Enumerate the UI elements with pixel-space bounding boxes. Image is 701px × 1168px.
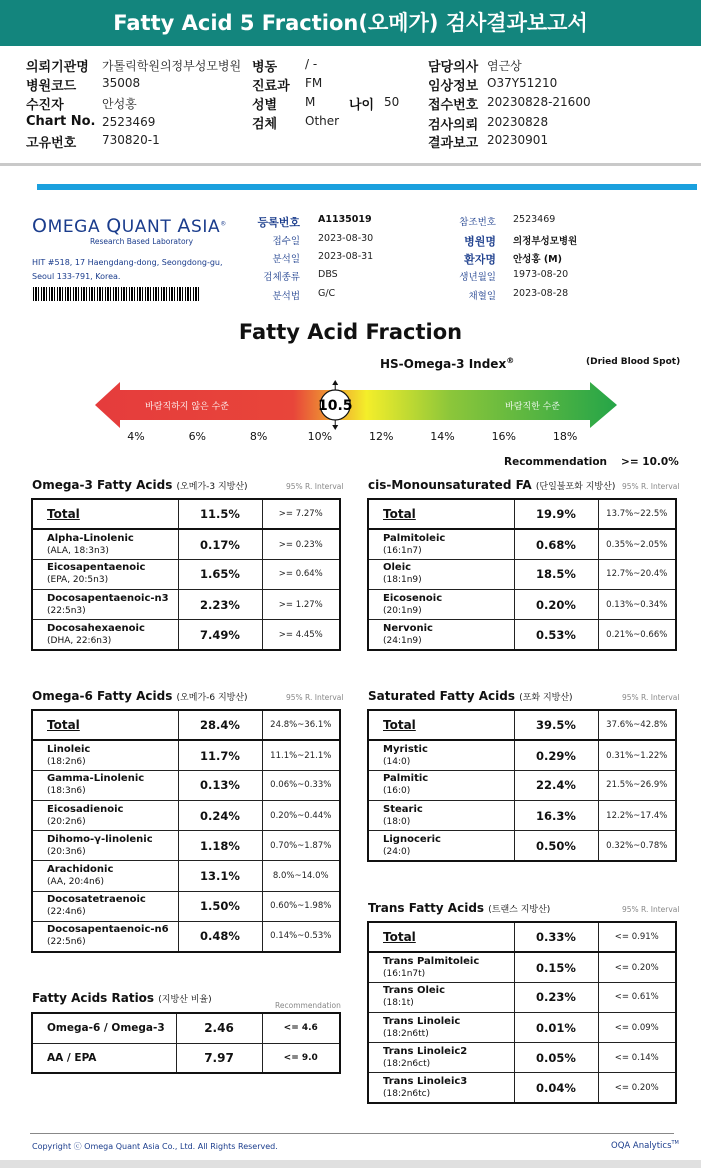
recommendation: Recommendation >= 10.0% [504,456,679,468]
table-row [368,710,676,740]
fatty-acid-notation: (ALA, 18:3n3) [47,545,109,556]
result-value: 0.20% [514,590,598,620]
fatty-acid-label: Total [47,506,80,521]
reference-range: 0.35%~2.05% [598,529,676,559]
reference-range: 11.1%~21.1% [262,740,340,770]
result-value: 0.17% [178,529,262,559]
table-row [368,982,676,1012]
fatty-acid-notation: (22:5n3) [47,605,86,616]
result-value: 0.48% [178,921,262,951]
fatty-acid-notation: (AA, 20:4n6) [47,877,104,888]
table-row [368,1043,676,1073]
reference-range: 0.13%~0.34% [598,590,676,620]
info-label: 채혈일 [468,291,496,302]
fatty-acid-label: Total [383,506,416,521]
barcode [33,287,201,301]
table-row [368,620,676,650]
report-title: Fatty Acid 5 Fraction(오메가) 검사결과보고서 [0,0,701,46]
table-row [32,891,340,921]
fatty-acid-label: Stearic [383,803,423,815]
result-value: 18.5% [514,559,598,589]
fatty-acid-notation: (22:5n6) [47,937,86,948]
result-value: 0.29% [514,740,598,770]
header-label: 고유번호 [26,136,77,151]
reference-range: >= 7.27% [262,499,340,529]
table-row [368,529,676,559]
footer-brand: OQA Analytics™ [611,1140,679,1151]
interval-label: 95% R. Interval [622,482,680,491]
table-row [368,499,676,529]
reference-range: 0.60%~1.98% [262,891,340,921]
fatty-acid-name [32,559,178,589]
omega6-title-sub: (오메가-6 지방산) [176,693,248,703]
info-label: 분석법 [272,291,300,302]
header-value: 20230828-21600 [487,95,591,109]
omega3-title-sub: (오메가-3 지방산) [176,482,248,492]
table-row [368,1073,676,1103]
trans-table [367,921,677,1104]
reference-range: 0.21%~0.66% [598,620,676,650]
info-value: 1973-08-20 [513,269,569,280]
fatty-acid-name [368,559,514,589]
reference-range: >= 1.27% [262,590,340,620]
fatty-acid-label: Myristic [383,743,428,755]
fatty-acid-notation: (14:0) [383,756,411,767]
reference-range: 0.31%~1.22% [598,740,676,770]
fatty-acid-label: Oleic [383,562,412,574]
result-value: 1.50% [178,891,262,921]
table-row [32,1013,340,1043]
omega3-table [31,498,341,651]
fatty-acid-name [368,740,514,770]
header-label: Chart No. [26,114,96,129]
score-marker [318,380,353,430]
header-label: 임상정보 [428,79,479,94]
result-value: 0.05% [514,1043,598,1073]
table-row [32,801,340,831]
info-label: 참조번호 [459,217,496,228]
header-value: M [305,95,316,109]
fatty-acid-name [368,982,514,1012]
fatty-acid-notation: (18:0) [383,816,411,827]
header-label: 나이 [349,98,375,113]
fatty-acid-label: Trans Oleic [383,985,446,997]
fatty-acid-name [32,921,178,951]
sample-type: (Dried Blood Spot) [586,357,681,367]
table-row [32,529,340,559]
fatty-acid-label: Eicosadienoic [47,803,124,815]
result-value: 2.23% [178,590,262,620]
header-value: 안성홍 [102,97,137,111]
header-label: 수진자 [26,98,64,113]
trans-title-sub: (트랜스 지방산) [488,905,551,915]
scale-tick-label: 18% [552,430,578,443]
header-value: 20230828 [487,115,549,129]
fatty-acid-notation: (18:3n6) [47,786,86,797]
table-row [32,770,340,800]
fatty-acid-label: Nervonic [383,622,433,634]
reference-range: 12.2%~17.4% [598,801,676,831]
header-value: 20230901 [487,133,549,147]
lab-report [0,200,701,1168]
ratio-recommendation: <= 9.0 [262,1043,340,1073]
scale-tick-label: 4% [127,430,145,443]
result-value: 0.50% [514,831,598,861]
fatty-acid-notation: (EPA, 20:5n3) [47,575,109,586]
fatty-acid-notation: (20:3n6) [47,846,86,857]
fatty-acid-name [32,620,178,650]
info-label: 검체종류 [263,272,300,283]
trans-title [368,901,550,915]
fatty-acid-name [368,801,514,831]
table-row [368,740,676,770]
table-row [32,921,340,951]
fatty-acid-notation: (18:2n6) [47,756,86,767]
fatty-acid-label: Total [47,717,80,732]
reference-range: 0.32%~0.78% [598,831,676,861]
fatty-acid-name [368,499,514,529]
info-value: A1135019 [318,214,372,225]
header-value: 50 [384,95,400,109]
fatty-acid-name [32,499,178,529]
omega3-title [32,478,248,492]
ratio-name: Omega-6 / Omega-3 [32,1013,176,1043]
result-value: 22.4% [514,770,598,800]
table-row [32,1043,340,1073]
request-header [0,52,701,156]
reference-range: 21.5%~26.9% [598,770,676,800]
header-value: FM [305,76,323,90]
scale-tick-label: 16% [491,430,517,443]
fatty-acid-label: Arachidonic [47,864,114,876]
header-value: Other [305,114,340,128]
fatty-acid-name [368,620,514,650]
table-row [368,801,676,831]
table-row [32,861,340,891]
score-value: 10.5 [317,398,353,414]
table-row [368,559,676,589]
lab-logo-subtitle: Research Based Laboratory [90,237,194,246]
fatty-acid-label: Docosapentaenoic-n6 [47,924,169,936]
saturated-title-text: Saturated Fatty Acids [368,689,515,703]
fatty-acid-name [32,861,178,891]
header-label: 의뢰기관명 [26,60,89,75]
fatty-acid-label: Palmitoleic [383,532,446,544]
header-value: 염근상 [487,59,522,73]
section-title: Fatty Acid Fraction [238,320,463,344]
fatty-acid-name [368,1073,514,1103]
scale-tick-label: 8% [249,430,268,443]
info-value: G/C [318,288,336,299]
info-value: 2023-08-28 [513,288,569,299]
fatty-acid-label: Eicosapentaenoic [47,562,146,574]
reference-range: 13.7%~22.5% [598,499,676,529]
ratios-title-sub: (지방산 비율) [158,995,212,1005]
fatty-acid-name [368,1043,514,1073]
fatty-acid-label: Trans Linoleic3 [383,1075,468,1087]
info-value: 2523469 [513,214,556,225]
fatty-acid-notation: (16:0) [383,786,411,797]
omega6-table [31,709,341,953]
table-row [368,590,676,620]
info-label: 접수일 [272,236,300,247]
fatty-acid-label: Docosapentaenoic-n3 [47,592,169,604]
fatty-acid-name [368,1013,514,1043]
ratio-name: AA / EPA [32,1043,176,1073]
header-value: 2523469 [102,115,156,129]
header-label: 검사의뢰 [428,118,479,133]
fatty-acid-label: Eicosenoic [383,592,443,604]
reference-range: 24.8%~36.1% [262,710,340,740]
reference-range: <= 0.09% [598,1013,676,1043]
recommendation-header: Recommendation [275,1001,341,1010]
header-label: 진료과 [252,79,290,94]
fatty-acid-label: Total [383,929,416,944]
omega6-title-text: Omega-6 Fatty Acids [32,689,173,703]
mono-title-text: cis-Monounsaturated FA [368,478,532,492]
result-value: 0.24% [178,801,262,831]
fatty-acid-label: Trans Linoleic [383,1015,461,1027]
mono-title [368,478,615,492]
fatty-acid-name [32,770,178,800]
lab-logo: OMEGA QUANT ASIA® [32,215,227,237]
reference-range: 0.06%~0.33% [262,770,340,800]
fatty-acid-notation: (18:1n9) [383,575,422,586]
reference-range: >= 4.45% [262,620,340,650]
fatty-acid-label: Docosatetraenoic [47,894,146,906]
fatty-acid-name [32,801,178,831]
info-label: 환자명 [464,253,496,266]
header-value: / - [305,57,318,71]
reference-range: 37.6%~42.8% [598,710,676,740]
info-label: 분석일 [272,254,300,265]
reference-range: <= 0.91% [598,922,676,952]
ratios-title [32,991,212,1005]
fatty-acid-name [32,710,178,740]
fatty-acid-label: Lignoceric [383,833,441,845]
reference-range: <= 0.14% [598,1043,676,1073]
info-value: 2023-08-30 [318,233,374,244]
fatty-acid-name [32,740,178,770]
fatty-acid-notation: (18:2n6ct) [383,1058,431,1069]
fatty-acid-notation: (16:1n7) [383,545,422,556]
fatty-acid-name [32,891,178,921]
result-value: 0.23% [514,982,598,1012]
reference-range: 12.7%~20.4% [598,559,676,589]
ratio-recommendation: <= 4.6 [262,1013,340,1043]
table-row [32,831,340,861]
result-value: 7.49% [178,620,262,650]
info-value: 2023-08-31 [318,251,374,262]
fatty-acid-notation: (DHA, 22:6n3) [47,635,112,646]
fatty-acid-label: Palmitic [383,773,429,785]
reference-range: 0.14%~0.53% [262,921,340,951]
saturated-title-sub: (포화 지방산) [519,693,573,703]
fatty-acid-notation: (18:2n6tt) [383,1028,429,1039]
header-label: 검체 [252,117,278,132]
interval-label: 95% R. Interval [622,693,680,702]
info-label: 등록번호 [257,216,300,229]
result-value: 0.13% [178,770,262,800]
info-value: DBS [318,269,338,280]
result-value: 1.65% [178,559,262,589]
result-value: 0.04% [514,1073,598,1103]
result-value: 0.15% [514,952,598,982]
header-label: 담당의사 [428,60,479,75]
fatty-acid-notation: (20:2n6) [47,816,86,827]
fatty-acid-notation: (22:4n6) [47,907,86,918]
header-label: 병원코드 [26,79,77,94]
fatty-acid-name [368,710,514,740]
table-row [368,831,676,861]
fatty-acid-name [368,831,514,861]
fatty-acid-label: Trans Palmitoleic [383,955,480,967]
result-value: 0.68% [514,529,598,559]
result-value: 0.53% [514,620,598,650]
bottom-band [0,1160,701,1168]
table-row [368,1013,676,1043]
info-label: 생년월일 [459,272,496,283]
table-row [32,590,340,620]
result-value: 11.7% [178,740,262,770]
table-row [32,499,340,529]
ratios-table [31,1012,341,1074]
fatty-acid-label: Docosahexaenoic [47,622,145,634]
scale-bad-label: 바람직하지 않은 수준 [145,402,229,412]
interval-label: 95% R. Interval [286,693,344,702]
saturated-title [368,689,573,703]
scale-tick-label: 6% [188,430,207,443]
scale-tick-label: 12% [368,430,394,443]
header-label: 접수번호 [428,98,479,113]
fatty-acid-label: Trans Linoleic2 [383,1045,468,1057]
table-row [32,740,340,770]
reference-range: >= 0.64% [262,559,340,589]
header-label: 결과보고 [428,136,479,151]
fatty-acid-label: Dihomo-γ-linolenic [47,833,153,845]
reference-range: <= 0.61% [598,982,676,1012]
fatty-acid-notation: (24:1n9) [383,635,422,646]
table-row [32,620,340,650]
fatty-acid-name [368,922,514,952]
table-row [368,922,676,952]
ratios-title-text: Fatty Acids Ratios [32,991,155,1005]
omega3-index-scale [90,380,620,430]
index-title: HS-Omega-3 Index® [380,356,515,371]
table-row [368,770,676,800]
fatty-acid-notation: (20:1n9) [383,605,422,616]
header-label: 성별 [252,98,278,113]
ratio-value: 7.97 [176,1043,262,1073]
fatty-acid-notation: (18:1t) [383,998,414,1009]
reference-range: >= 0.23% [262,529,340,559]
lab-address: HIT #518, 17 Haengdang-dong, Seongdong-gu, Seoul 133-791, Korea. [32,258,223,281]
result-value: 0.01% [514,1013,598,1043]
fatty-acid-label: Gamma-Linolenic [47,773,145,785]
footer-rule [30,1133,674,1134]
table-row [32,710,340,740]
mono-title-sub: (단일불포화 지방산) [535,482,616,492]
result-value: 13.1% [178,861,262,891]
result-value: 0.33% [514,922,598,952]
table-row [368,952,676,982]
fatty-acid-notation: (18:2n6tc) [383,1088,431,1099]
divider [0,163,701,166]
header-value: 730820-1 [102,133,160,147]
report-top-rule [37,184,697,190]
reference-range: 0.20%~0.44% [262,801,340,831]
fatty-acid-name [32,529,178,559]
header-value: O37Y51210 [487,76,558,90]
info-value: 안성홍 (M) [513,254,562,265]
info-label: 병원명 [464,235,496,248]
scale-good-label: 바람직한 수준 [505,402,561,412]
reference-range: <= 0.20% [598,952,676,982]
result-value: 16.3% [514,801,598,831]
copyright: Copyright ⓒ Omega Quant Asia Co., Ltd. All Rights Reserved. [32,1142,278,1151]
reference-range: 0.70%~1.87% [262,831,340,861]
result-value: 39.5% [514,710,598,740]
trans-title-text: Trans Fatty Acids [368,901,485,915]
scale-tick-label: 14% [430,430,455,443]
ratio-value: 2.46 [176,1013,262,1043]
result-value: 28.4% [178,710,262,740]
scale-tick-label: 10% [307,430,333,443]
header-value: 가톨릭학원의정부성모병원 [102,59,242,73]
header-value: 35008 [102,76,141,90]
fatty-acid-name [368,770,514,800]
fatty-acid-name [368,952,514,982]
result-value: 19.9% [514,499,598,529]
fatty-acid-name [32,590,178,620]
fatty-acid-label: Alpha-Linolenic [47,532,134,544]
fatty-acid-name [32,831,178,861]
result-value: 11.5% [178,499,262,529]
fatty-acid-notation: (24:0) [383,846,411,857]
table-row [32,559,340,589]
omega3-title-text: Omega-3 Fatty Acids [32,478,173,492]
mono-table [367,498,677,651]
reference-range: 8.0%~14.0% [262,861,340,891]
fatty-acid-label: Total [383,717,416,732]
omega6-title [32,689,248,703]
reference-range: <= 0.20% [598,1073,676,1103]
info-value: 의정부성모병원 [513,236,578,247]
interval-label: 95% R. Interval [622,905,680,914]
result-value: 1.18% [178,831,262,861]
fatty-acid-label: Linoleic [47,743,91,755]
fatty-acid-name [368,590,514,620]
fatty-acid-notation: (16:1n7t) [383,968,426,979]
fatty-acid-name [368,529,514,559]
interval-label: 95% R. Interval [286,482,344,491]
header-label: 병동 [252,60,278,75]
saturated-table [367,709,677,862]
